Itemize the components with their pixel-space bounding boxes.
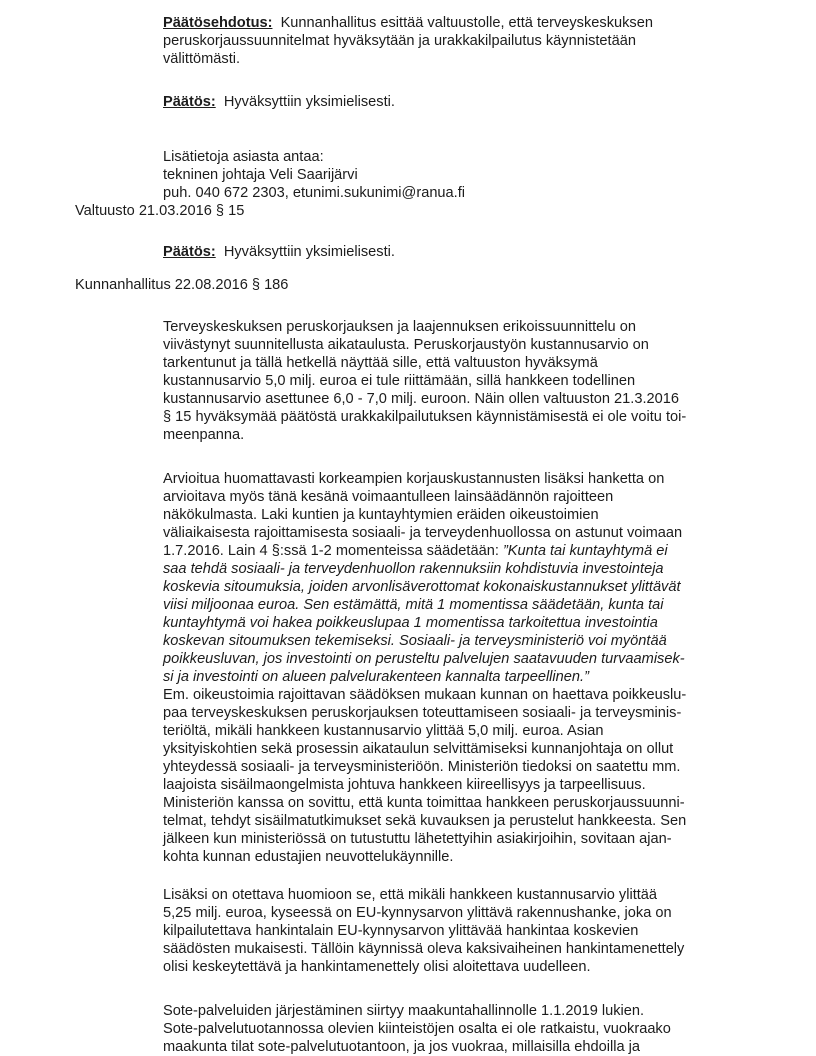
text-line bbox=[163, 542, 816, 560]
text-line bbox=[163, 886, 816, 904]
text-line bbox=[163, 704, 816, 722]
terveyskeskus-paragraph bbox=[163, 318, 816, 444]
text-run: kustannusarvio 5,0 milj. euroa ei tule riittämään, sillä hankkeen todellinen bbox=[163, 373, 636, 389]
text-line bbox=[75, 202, 816, 220]
text-line bbox=[163, 958, 816, 976]
text-line bbox=[163, 318, 816, 336]
text-run: kilpailutettava hankintalain EU-kynnysarvon ylittävää hankintaa koskevien bbox=[163, 923, 639, 939]
text-run: 5,25 milj. euroa, kyseessä on EU-kynnysarvon ylittävä rakennushanke, joka on bbox=[163, 905, 672, 921]
text-line bbox=[163, 1020, 816, 1038]
text-run: Lisätietoja asiasta antaa: bbox=[163, 149, 324, 165]
statute-quote-run: koskevia sitoumuksia, joiden arvonlisäverottomat kokonaiskustannukset ylittävät bbox=[163, 579, 681, 595]
text-line bbox=[163, 794, 816, 812]
document-body bbox=[0, 14, 816, 1056]
text-line bbox=[163, 372, 816, 390]
text-line bbox=[163, 848, 816, 866]
text-run: maakunta tilat sote-palvelutuotantoon, ja jos vuokraa, millaisilla ehdoilla ja bbox=[163, 1039, 640, 1055]
text-line bbox=[163, 488, 816, 506]
text-line bbox=[163, 740, 816, 758]
text-run: Hyväksyttiin yksimielisesti. bbox=[215, 94, 395, 110]
text-run: yksityiskohtien sekä prosessin aikataulun selvittämiseksi kunnanjohtaja on ollut bbox=[163, 741, 674, 757]
text-run: telmat, tehdyt sisäilmatutkimukset sekä kuvauksen ja perustelut hankkeesta. Sen bbox=[163, 813, 687, 829]
text-line bbox=[163, 596, 816, 614]
text-run: teriöltä, mikäli hankkeen kustannusarvio ylittää 5,0 milj. euroa. Asian bbox=[163, 723, 604, 739]
text-run: peruskorjaussuunnitelmat hyväksytään ja urakkakilpailutus käynnistetään bbox=[163, 33, 636, 49]
text-run: § 15 hyväksymää päätöstä urakkakilpailutuksen käynnistämisestä ei ole voitu toi- bbox=[163, 409, 687, 425]
text-line bbox=[163, 184, 816, 202]
text-run: Sote-palvelutuotannossa olevien kiinteistöjen osalta ei ole ratkaistu, vuokraako bbox=[163, 1021, 671, 1037]
text-line bbox=[163, 776, 816, 794]
text-line bbox=[163, 50, 816, 68]
text-run: väliaikaisesta rajoittamisesta sosiaali- ja terveydenhuollossa on astunut voimaan bbox=[163, 525, 683, 541]
paragraph-label: Päätös: bbox=[163, 94, 216, 110]
statute-quote-run: si ja investointi on alueen palvelurakenteen kannalta tarpeellinen.” bbox=[163, 669, 589, 685]
text-run: säädösten mukaisesti. Tällöin käynnissä oleva kaksivaiheinen hankintamenettely bbox=[163, 941, 685, 957]
text-line bbox=[163, 940, 816, 958]
text-run: näkökulmasta. Laki kuntien ja kuntayhtymien eräiden oikeustoimien bbox=[163, 507, 599, 523]
text-run: paa terveyskeskuksen peruskorjauksen toteuttamiseen sosiaali- ja terveysminis- bbox=[163, 705, 682, 721]
text-line bbox=[163, 426, 816, 444]
text-line bbox=[163, 336, 816, 354]
text-run: tekninen johtaja Veli Saarijärvi bbox=[163, 167, 358, 183]
statute-quote-run: kuntayhtymä voi hakea poikkeuslupaa 1 momentissa tarkoitettua investointia bbox=[163, 615, 658, 631]
text-run: Lisäksi on otettava huomioon se, että mikäli hankkeen kustannusarvio ylittää bbox=[163, 887, 658, 903]
text-run: Terveyskeskuksen peruskorjauksen ja laajennuksen erikoissuunnittelu on bbox=[163, 319, 636, 335]
text-line bbox=[163, 668, 816, 686]
text-run: tarkentunut ja tällä hetkellä näyttää sille, että valtuuston hyväksymä bbox=[163, 355, 598, 371]
paragraph-label: Päätösehdotus: bbox=[163, 15, 273, 31]
text-line bbox=[163, 578, 816, 596]
text-line bbox=[163, 830, 816, 848]
text-run: välittömästi. bbox=[163, 51, 241, 67]
text-line bbox=[163, 243, 816, 261]
text-run: kohta kunnan edustajien neuvottelukäynnille. bbox=[163, 849, 454, 865]
text-run: olisi keskeytettävä ja hankintamenettely olisi aloitettava uudelleen. bbox=[163, 959, 591, 975]
text-line bbox=[163, 470, 816, 488]
text-line bbox=[163, 93, 816, 111]
text-run: Em. oikeustoimia rajoittavan säädöksen mukaan kunnan on haettava poikkeuslu- bbox=[163, 687, 687, 703]
text-line bbox=[163, 758, 816, 776]
text-line bbox=[163, 632, 816, 650]
text-run: laajoista sisäilmaongelmista johtuva hankkeen kiireellisyys ja tarpeellisuus. bbox=[163, 777, 646, 793]
text-line bbox=[163, 904, 816, 922]
text-run: 1.7.2016. Lain 4 §:ssä 1-2 momenteissa säädetään: bbox=[163, 543, 503, 559]
valtuusto-heading bbox=[75, 202, 816, 220]
statute-quote-run: poikkeusluvan, jos investointi on perusteltu palvelujen saatavuuden turvaamisek- bbox=[163, 651, 685, 667]
text-run: Kunnanhallitus 22.08.2016 § 186 bbox=[75, 277, 289, 293]
text-run: yhteydessä sosiaali- ja terveysministeriöön. Ministeriön tiedoksi on saatettu mm. bbox=[163, 759, 681, 775]
text-run: Valtuusto 21.03.2016 § 15 bbox=[75, 203, 245, 219]
text-line bbox=[75, 276, 816, 294]
text-line bbox=[163, 686, 816, 704]
text-line bbox=[163, 922, 816, 940]
statute-quote-run: saa tehdä sosiaali- ja terveydenhuollon rakennuksiin kohdistuvia investointeja bbox=[163, 561, 664, 577]
text-line bbox=[163, 722, 816, 740]
text-line bbox=[163, 524, 816, 542]
contact-info bbox=[163, 148, 816, 202]
paatosehdotus-paragraph bbox=[163, 14, 816, 68]
text-run: Sote-palveluiden järjestäminen siirtyy maakuntahallinnolle 1.1.2019 lukien. bbox=[163, 1003, 645, 1019]
text-run: kustannusarvio asettunee 6,0 - 7,0 milj. euroon. Näin ollen valtuuston 21.3.2016 bbox=[163, 391, 679, 407]
text-line bbox=[163, 614, 816, 632]
text-line bbox=[163, 354, 816, 372]
text-line bbox=[163, 506, 816, 524]
text-line bbox=[163, 1002, 816, 1020]
text-run: Ministeriön kanssa on sovittu, että kunta toimittaa hankkeen peruskorjaussuunni- bbox=[163, 795, 685, 811]
text-line bbox=[163, 408, 816, 426]
text-run: arvioitava myös tänä kesänä voimaantulleen lainsäädännön rajoitteen bbox=[163, 489, 614, 505]
text-line bbox=[163, 390, 816, 408]
text-line bbox=[163, 1038, 816, 1056]
text-line bbox=[163, 812, 816, 830]
paragraph-label: Päätös: bbox=[163, 244, 216, 260]
paatos-paragraph-2 bbox=[163, 243, 816, 261]
kunnanhallitus-heading bbox=[75, 276, 816, 294]
sote-paragraph bbox=[163, 1002, 816, 1056]
statute-quote-run: viisi miljoonaa euroa. Sen estämättä, mitä 1 momentissa säädetään, kunta tai bbox=[163, 597, 664, 613]
statute-quote-run: koskevan sitoumuksen tekemiseksi. Sosiaali- ja terveysministeriö voi myöntää bbox=[163, 633, 667, 649]
eu-kynnysarvo-paragraph bbox=[163, 886, 816, 976]
text-run: Kunnanhallitus esittää valtuustolle, että terveyskeskuksen bbox=[272, 15, 653, 31]
text-line bbox=[163, 166, 816, 184]
paatos-paragraph-1 bbox=[163, 93, 816, 111]
text-line bbox=[163, 560, 816, 578]
lainsaadanto-paragraph bbox=[163, 470, 816, 866]
text-run: viivästynyt suunnitellusta aikataulusta. Peruskorjaustyön kustannusarvio on bbox=[163, 337, 649, 353]
text-line bbox=[163, 148, 816, 166]
text-run: puh. 040 672 2303, etunimi.sukunimi@ranua.fi bbox=[163, 185, 466, 201]
text-line bbox=[163, 32, 816, 50]
text-run: Hyväksyttiin yksimielisesti. bbox=[215, 244, 395, 260]
text-run: Arvioitua huomattavasti korkeampien korjauskustannusten lisäksi hanketta on bbox=[163, 471, 665, 487]
text-run: jälkeen kun ministeriössä on tutustuttu lähetettyihin asiakirjoihin, sovitaan ajan- bbox=[163, 831, 672, 847]
text-line bbox=[163, 650, 816, 668]
text-line bbox=[163, 14, 816, 32]
text-run: meenpanna. bbox=[163, 427, 245, 443]
statute-quote-run: ”Kunta tai kuntayhtymä ei bbox=[502, 543, 668, 559]
